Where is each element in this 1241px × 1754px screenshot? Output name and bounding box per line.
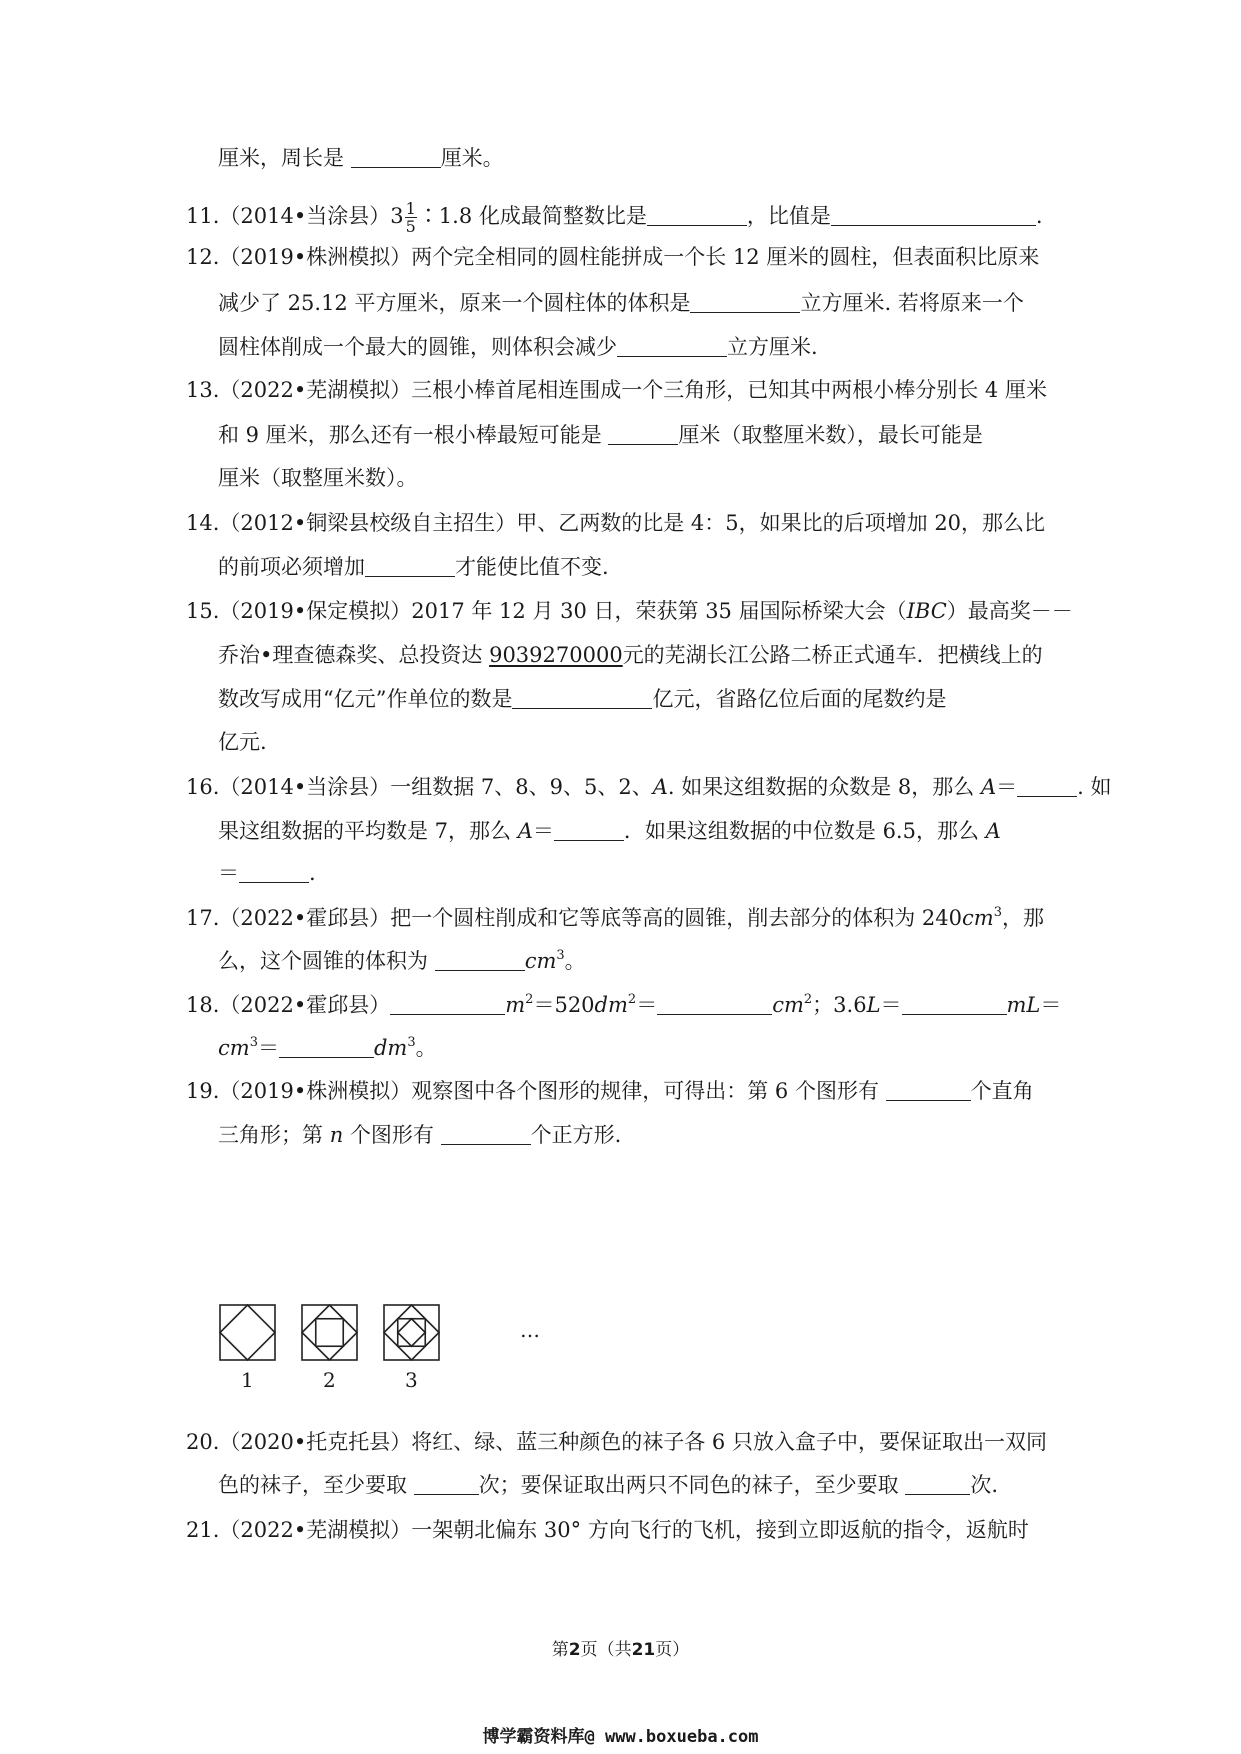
question-16-line-3: ＝ . — [218, 861, 316, 885]
answer-blank[interactable] — [390, 992, 505, 1015]
question-16-line-1: 16.（2014•当涂县）一组数据 7、8、9、5、2、A. 如果这组数据的众数是 8，那么 A＝ . 如 — [186, 775, 1112, 799]
answer-blank[interactable] — [1017, 774, 1077, 797]
innermost-diamond — [398, 1319, 426, 1347]
answer-blank[interactable] — [279, 1035, 374, 1058]
question-11: 11.（2014•当涂县）3 $\frac{1}{5}$ ∶1.8 化成最简整数比是 ，比值是 . — [186, 199, 1043, 236]
inner-square — [316, 1319, 344, 1347]
answer-blank[interactable] — [554, 818, 624, 841]
question-13-line-3: 厘米（取整厘米数）。 — [218, 466, 418, 490]
question-13-line-1: 13.（2022•芜湖模拟）三根小棒首尾相连围成一个三角形，已知其中两根小棒分别长 4 厘米 — [186, 378, 1047, 402]
question-21-line-1: 21.（2022•芜湖模拟）一架朝北偏东 30° 方向飞行的飞机，接到立即返航的指令，返航时 — [186, 1518, 1029, 1542]
answer-blank[interactable] — [617, 334, 727, 357]
question-18-line-2: $cm^3= dm^3$。 — [218, 1035, 437, 1060]
question-20-line-1: 20.（2020•托克托县）将红、绿、蓝三种颜色的袜子各 6 只放入盒子中，要保证取出一双同 — [186, 1430, 1047, 1454]
figure-label-2: 2 — [323, 1368, 336, 1392]
mixed-fraction: $\frac{1}{5}$ — [405, 199, 416, 236]
question-14-line-1: 14.（2012•铜梁县校级自主招生）甲、乙两数的比是 4：5，如果比的后项增加 20，那么比 — [186, 511, 1046, 535]
question-13-line-2: 和 9 厘米，那么还有一根小棒最短可能是 厘米（取整厘米数），最长可能是 — [218, 423, 983, 447]
q10-continuation: 厘米，周长是 厘米。 — [218, 146, 504, 170]
answer-blank[interactable] — [886, 1078, 971, 1101]
inner-diamond — [302, 1305, 357, 1360]
figure-label-1: 1 — [241, 1368, 254, 1392]
question-12-line-1: 12.（2019•株洲模拟）两个完全相同的圆柱能拼成一个长 12 厘米的圆柱，但表面积比原来 — [186, 245, 1040, 269]
answer-blank[interactable] — [435, 948, 525, 971]
answer-blank[interactable] — [690, 290, 800, 313]
answer-blank[interactable] — [239, 860, 309, 883]
question-18-line-1: 18.（2022•霍邱县） $m^2=520dm^2= cm^2$；3.6L＝ mL＝ — [186, 992, 1062, 1017]
question-20-line-2: 色的袜子，至少要取 次；要保证取出两只不同色的袜子，至少要取 次. — [218, 1473, 999, 1497]
answer-blank[interactable] — [905, 1472, 970, 1495]
answer-blank[interactable] — [365, 554, 455, 577]
inner-diamond — [220, 1305, 275, 1360]
answer-blank[interactable] — [414, 1472, 479, 1495]
question-16-line-2: 果这组数据的平均数是 7，那么 A＝ ．如果这组数据的中位数是 6.5，那么 A — [218, 819, 1001, 843]
watermark-brand: 博学霸资料库@ www.boxueba.com — [482, 1727, 759, 1747]
question-15-line-4: 亿元. — [218, 730, 267, 754]
page-footer: 第2页（共21页） — [551, 1640, 690, 1660]
answer-blank[interactable] — [351, 145, 441, 168]
figure-label-3: 3 — [405, 1368, 418, 1392]
question-12-line-2: 减少了 25.12 平方厘米，原来一个圆柱体的体积是 立方厘米. 若将原来一个 — [218, 291, 1024, 315]
question-15-line-3: 数改写成用“亿元”作单位的数是 亿元，省路亿位后面的尾数约是 — [218, 687, 947, 711]
question-15-line-1: 15.（2019•保定模拟）2017 年 12 月 30 日，荣获第 35 届国际桥梁大会（IBC）最高奖－－ — [186, 599, 1073, 623]
question-17-line-2: 么，这个圆锥的体积为 $cm^3$。 — [218, 948, 586, 973]
ellipsis: … — [520, 1318, 542, 1342]
answer-blank[interactable] — [902, 992, 1007, 1015]
question-15-line-2: 乔治•理查德森奖、总投资达 9039270000元的芜湖长江公路二桥正式通车．把横线上的 — [218, 643, 1043, 667]
inner-square — [398, 1319, 426, 1347]
question-12-line-3: 圆柱体削成一个最大的圆锥，则体积会减少 立方厘米. — [218, 335, 818, 359]
figure-1 — [220, 1305, 275, 1360]
answer-blank[interactable] — [441, 1122, 531, 1145]
figure-3 — [384, 1305, 439, 1360]
underlined-number: 9039270000 — [489, 643, 623, 667]
figure-2 — [302, 1305, 357, 1360]
outer-square — [302, 1305, 357, 1360]
nested-squares-figure — [218, 1303, 508, 1365]
question-19-line-2: 三角形；第 n 个图形有 个正方形. — [218, 1123, 622, 1147]
question-14-line-2: 的前项必须增加 才能使比值不变. — [218, 555, 609, 579]
answer-blank[interactable] — [831, 203, 1036, 226]
inner-diamond — [384, 1305, 439, 1360]
outer-square — [220, 1305, 275, 1360]
question-19-line-1: 19.（2019•株洲模拟）观察图中各个图形的规律，可得出：第 6 个图形有 个直角 — [186, 1079, 1034, 1103]
outer-square — [384, 1305, 439, 1360]
answer-blank[interactable] — [657, 992, 772, 1015]
answer-blank[interactable] — [608, 422, 678, 445]
question-17-line-1: 17.（2022•霍邱县）把一个圆柱削成和它等底等高的圆锥，削去部分的体积为 $240cm^3$，那 — [186, 905, 1044, 930]
answer-blank[interactable] — [512, 686, 652, 709]
answer-blank[interactable] — [647, 203, 747, 226]
